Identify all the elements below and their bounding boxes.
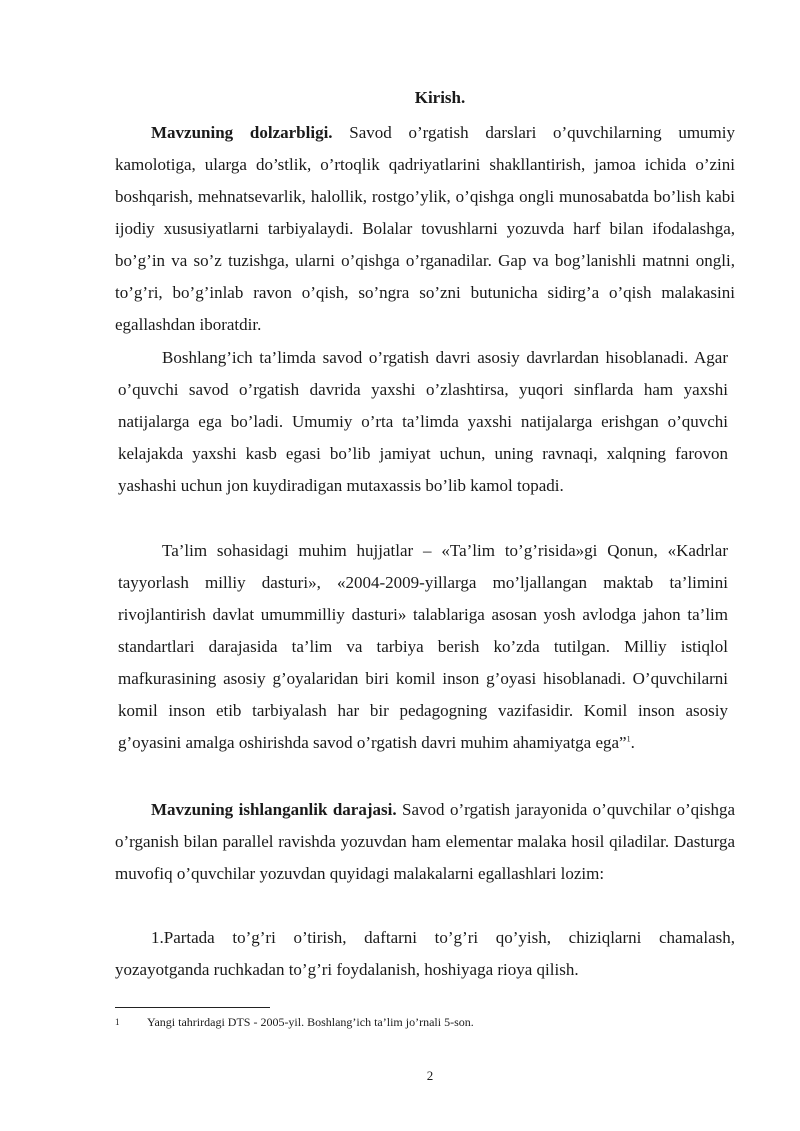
paragraph-text: Savod o’rgatish jarayonida o’quvchilar o’qishga o’rganish bilan parallel ravishda yozuvdan ham elementar malaka hosil qiladilar. Dasturga muvofiq o’quvchilar yozuvdan quyidagi malakalarni egallashlari lozim: [115, 800, 735, 883]
paragraph-text: Savod o’rgatish darslari o’quvchilarning umumiy kamolotiga, ularga do’stlik, o’rtoqlik qadriyatlarini shakllantirish, jamoa ichida o’zini boshqarish, mehnatsevarlik, halollik, rostgo’ylik, o’qishga ongli munosabatda bo’lish kabi ijodiy xususiyatlarni tarbiyalaydi. Bolalar tovushlarni yozuvda harf bilan ifodalashga, bo’g’in va so’z tuzishga, ularni o’qishga o’rganadilar. Gap va bog’lanishli matnni ongli, to’g’ri, bo’g’inlab ravon o’qish, so’ngra so’zni butunicha sidirg’a o’qish malakasini egallashdan iboratdir. [115, 123, 735, 334]
footnote [115, 1014, 735, 1030]
footnote-divider [115, 1007, 270, 1008]
paragraph-development-degree [115, 794, 735, 890]
paragraph-tail: . [630, 733, 635, 752]
section-lead-development: Mavzuning ishlanganlik darajasi. [151, 800, 397, 819]
footnote-reference[interactable]: 1 [626, 734, 631, 744]
page-title: Kirish. [414, 88, 466, 107]
section-lead-relevance: Mavzuning dolzarbligi. [151, 123, 333, 142]
footnote-text: Yangi tahrirdagi DTS - 2005-yil. Boshlang’ich ta’lim jo’rnali 5-son. [147, 1015, 474, 1029]
paragraph-education-documents [118, 535, 728, 759]
paragraph-text: Boshlang’ich ta’limda savod o’rgatish davri asosiy davrlardan hisoblanadi. Agar o’quvchi savod o’rgatish davrida yaxshi o’zlashtirsa, yuqori sinflarda ham yaxshi natijalarga ega bo’ladi. Umumiy o’rta ta’limda yaxshi natijalarga erishgan o’quvchi kelajakda yaxshi kasb egasi bo’lib jamiyat uchun, uning ravnaqi, xalqning farovon yashashi uchun jon kuydiradigan mutaxassis bo’lib kamol topadi. [118, 348, 728, 495]
paragraph-text: Ta’lim sohasidagi muhim hujjatlar – «Ta’lim to’g’risida»gi Qonun, «Kadrlar tayyorlash milliy dasturi», «2004-2009-yillarga mo’ljallangan maktab ta’limini rivojlantirish davlat umummilliy dasturi» talablariga asosan yosh avlodga jahon ta’lim standartlari darajasida ta’lim va tarbiya berish ko’zda tutilgan. Milliy istiqlol mafkurasining asosiy g’oyalaridan biri komil inson g’oyasi hisoblanadi. O’quvchilarni komil inson etib tarbiyalash har bir pedagogning vazifasidir. Komil inson asosiy g’oyasini amalga oshirishda savod o’rgatish davri muhim ahamiyatga ega” [118, 541, 728, 752]
paragraph-text: 1.Partada to’g’ri o’tirish, daftarni to’g’ri qo’yish, chiziqlarni chamalash, yozayotganda ruchkadan to’g’ri foydalanish, hoshiyaga rioya qilish. [115, 928, 735, 979]
footnote-mark: 1 [115, 1017, 120, 1027]
page-number: 2 [426, 1068, 434, 1083]
paragraph-list-item-1 [115, 922, 735, 986]
paragraph-relevance [115, 117, 735, 341]
paragraph-literacy-period [118, 342, 728, 502]
